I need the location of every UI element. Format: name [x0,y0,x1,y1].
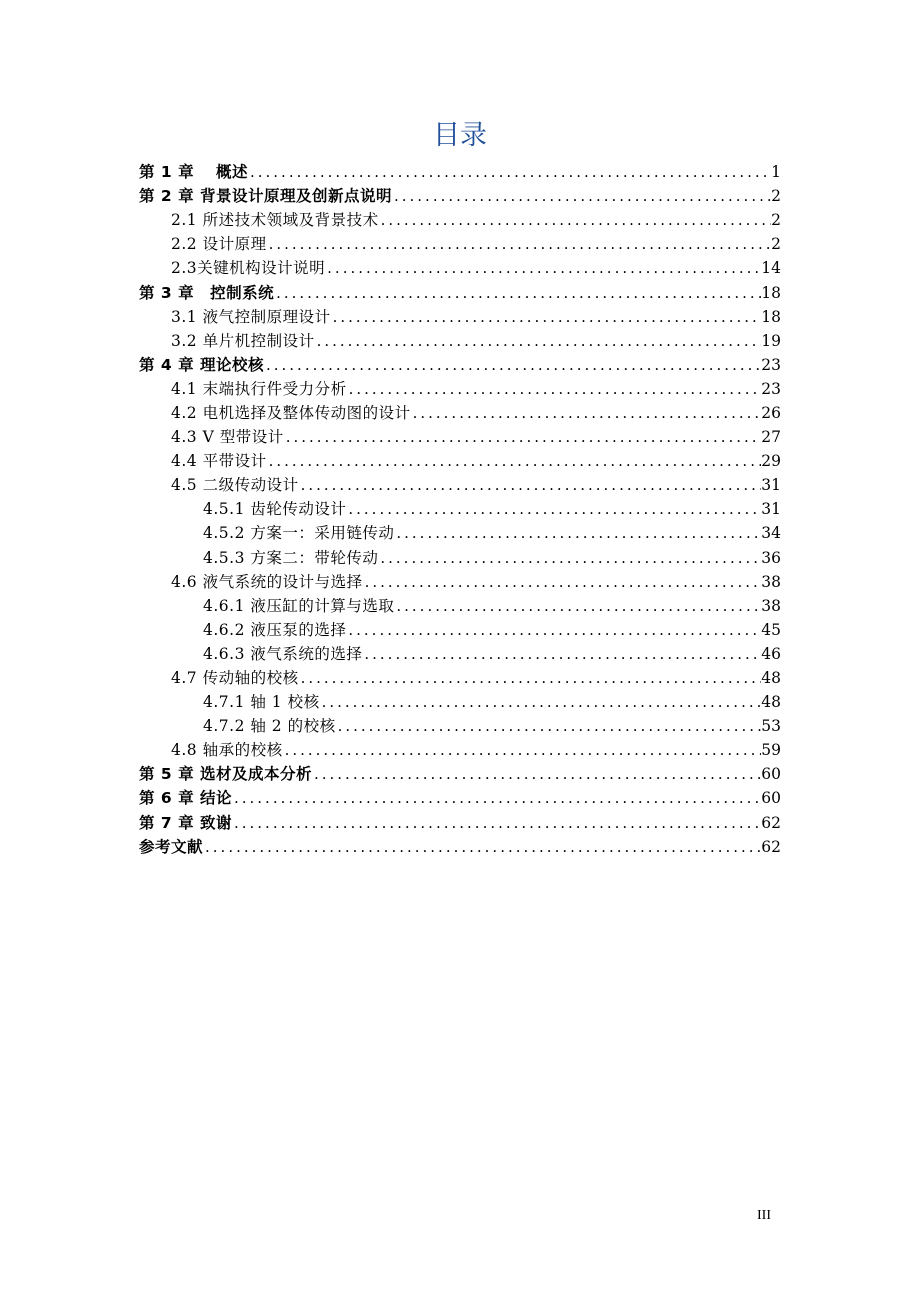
toc-leader-dots [232,811,761,835]
toc-leader-dots [312,762,761,786]
toc-entry-page: 27 [761,428,781,447]
toc-entry-label: 2.1 所述技术领域及背景技术 [171,211,379,230]
toc-leader-dots [274,281,761,305]
toc-entry-page: 31 [761,476,781,495]
toc-entry[interactable] [139,377,781,401]
toc-entry-page: 2 [771,235,781,254]
toc-entry-page: 29 [761,452,781,471]
toc-entry-page: 2 [771,187,781,206]
toc-entry-page: 26 [761,403,781,422]
toc-leader-dots [320,690,762,714]
table-of-contents [139,160,781,859]
toc-entry-label: 第 3 章 控制系统 [139,283,275,302]
toc-entry-page: 1 [771,163,781,182]
toc-leader-dots [346,497,761,521]
toc-entry-page: 48 [761,693,781,712]
toc-leader-dots [248,160,771,184]
toc-entry-page: 60 [761,789,781,808]
toc-entry[interactable] [139,618,781,642]
toc-entry-label: 2.2 设计原理 [171,235,267,254]
toc-entry-label: 4.7.1 轴 1 校核 [203,693,320,712]
toc-entry-page: 46 [761,644,781,663]
toc-entry-label: 4.1 末端执行件受力分析 [171,379,347,398]
toc-leader-dots [331,305,762,329]
toc-entry-label: 第 4 章 理论校核 [139,355,264,374]
toc-leader-dots [336,714,762,738]
toc-leader-dots [347,377,762,401]
toc-entry-label: 4.6 液气系统的设计与选择 [171,572,363,591]
toc-entry[interactable] [139,329,781,353]
toc-entry[interactable] [139,184,781,208]
toc-leader-dots [325,256,761,280]
toc-entry-page: 36 [761,548,781,567]
toc-entry-label: 第 6 章 结论 [139,789,232,808]
toc-entry[interactable] [139,666,781,690]
toc-entry-page: 2 [771,211,781,230]
toc-entry-label: 4.7.2 轴 2 的校核 [203,717,336,736]
toc-entry-label: 第 5 章 选材及成本分析 [139,765,312,784]
toc-entry-label: 4.6.2 液压泵的选择 [203,620,347,639]
toc-leader-dots [363,570,762,594]
toc-entry-label: 4.8 轴承的校核 [171,741,283,760]
toc-entry-page: 38 [761,596,781,615]
toc-leader-dots [299,666,762,690]
toc-entry[interactable] [139,353,781,377]
toc-entry-label: 3.2 单片机控制设计 [171,331,315,350]
toc-entry[interactable] [139,401,781,425]
toc-entry-page: 59 [761,741,781,760]
toc-entry-label: 4.5.2 方案一：采用链传动 [203,524,395,543]
toc-leader-dots [203,835,761,859]
toc-entry[interactable] [139,280,781,304]
toc-leader-dots [392,184,771,208]
toc-entry[interactable] [139,786,781,810]
toc-entry[interactable] [139,449,781,473]
toc-entry-label: 4.7 传动轴的校核 [171,669,299,688]
toc-entry[interactable] [139,690,781,714]
toc-entry-page: 62 [761,813,781,832]
toc-entry-page: 48 [761,669,781,688]
toc-entry-page: 18 [761,283,781,302]
toc-entry[interactable] [139,160,781,184]
toc-leader-dots [411,401,762,425]
toc-entry-page: 60 [761,765,781,784]
page-number: III [757,1208,771,1223]
toc-entry[interactable] [139,425,781,449]
toc-entry-page: 62 [761,837,781,856]
toc-entry-label: 4.2 电机选择及整体传动图的设计 [171,403,411,422]
toc-entry-page: 23 [761,379,781,398]
toc-entry-page: 18 [761,307,781,326]
toc-entry-label: 4.6.3 液气系统的选择 [203,644,363,663]
toc-leader-dots [315,329,762,353]
toc-entry-label: 第 7 章 致谢 [139,813,232,832]
toc-entry[interactable] [139,232,781,256]
toc-entry-label: 4.6.1 液压缸的计算与选取 [203,596,395,615]
toc-leader-dots [394,594,761,618]
toc-entry-label: 参考文献 [139,837,204,856]
toc-entry-label: 4.5.3 方案二：带轮传动 [203,548,379,567]
toc-entry[interactable] [139,738,781,762]
toc-entry[interactable] [139,594,781,618]
toc-leader-dots [284,425,762,449]
toc-leader-dots [283,738,762,762]
toc-entry-page: 34 [761,524,781,543]
toc-entry-label: 第 1 章 概述 [139,163,248,182]
toc-entry[interactable] [139,835,781,859]
toc-entry-label: 第 2 章 背景设计原理及创新点说明 [139,187,392,206]
toc-entry-label: 4.5 二级传动设计 [171,476,299,495]
toc-entry[interactable] [139,473,781,497]
toc-entry-page: 45 [761,620,781,639]
toc-title: 目录 [433,120,487,151]
toc-entry-page: 53 [761,717,781,736]
toc-entry[interactable] [139,570,781,594]
toc-entry[interactable] [139,305,781,329]
toc-entry-label: 4.4 平带设计 [171,452,267,471]
toc-entry[interactable] [139,497,781,521]
toc-entry-page: 23 [761,355,781,374]
toc-entry[interactable] [139,521,781,545]
toc-leader-dots [267,449,762,473]
toc-leader-dots [264,353,761,377]
toc-leader-dots [362,642,761,666]
toc-entry[interactable] [139,714,781,738]
toc-leader-dots [394,521,761,545]
toc-entry-page: 31 [761,500,781,519]
toc-entry[interactable] [139,208,781,232]
toc-entry-label: 3.1 液气控制原理设计 [171,307,331,326]
toc-entry[interactable] [139,762,781,786]
toc-leader-dots [232,786,761,810]
toc-entry-label: 4.3 V 型带设计 [171,428,284,447]
toc-entry-label: 4.5.1 齿轮传动设计 [203,500,347,519]
toc-leader-dots [378,546,761,570]
toc-leader-dots [346,618,761,642]
toc-leader-dots [267,232,772,256]
toc-entry[interactable] [139,546,781,570]
toc-entry-page: 38 [761,572,781,591]
toc-entry-label: 2.3关键机构设计说明 [171,259,326,278]
toc-entry[interactable] [139,256,781,280]
toc-entry-page: 14 [761,259,781,278]
toc-entry[interactable] [139,642,781,666]
toc-leader-dots [379,208,772,232]
toc-entry[interactable] [139,811,781,835]
toc-entry-page: 19 [761,331,781,350]
toc-leader-dots [299,473,762,497]
